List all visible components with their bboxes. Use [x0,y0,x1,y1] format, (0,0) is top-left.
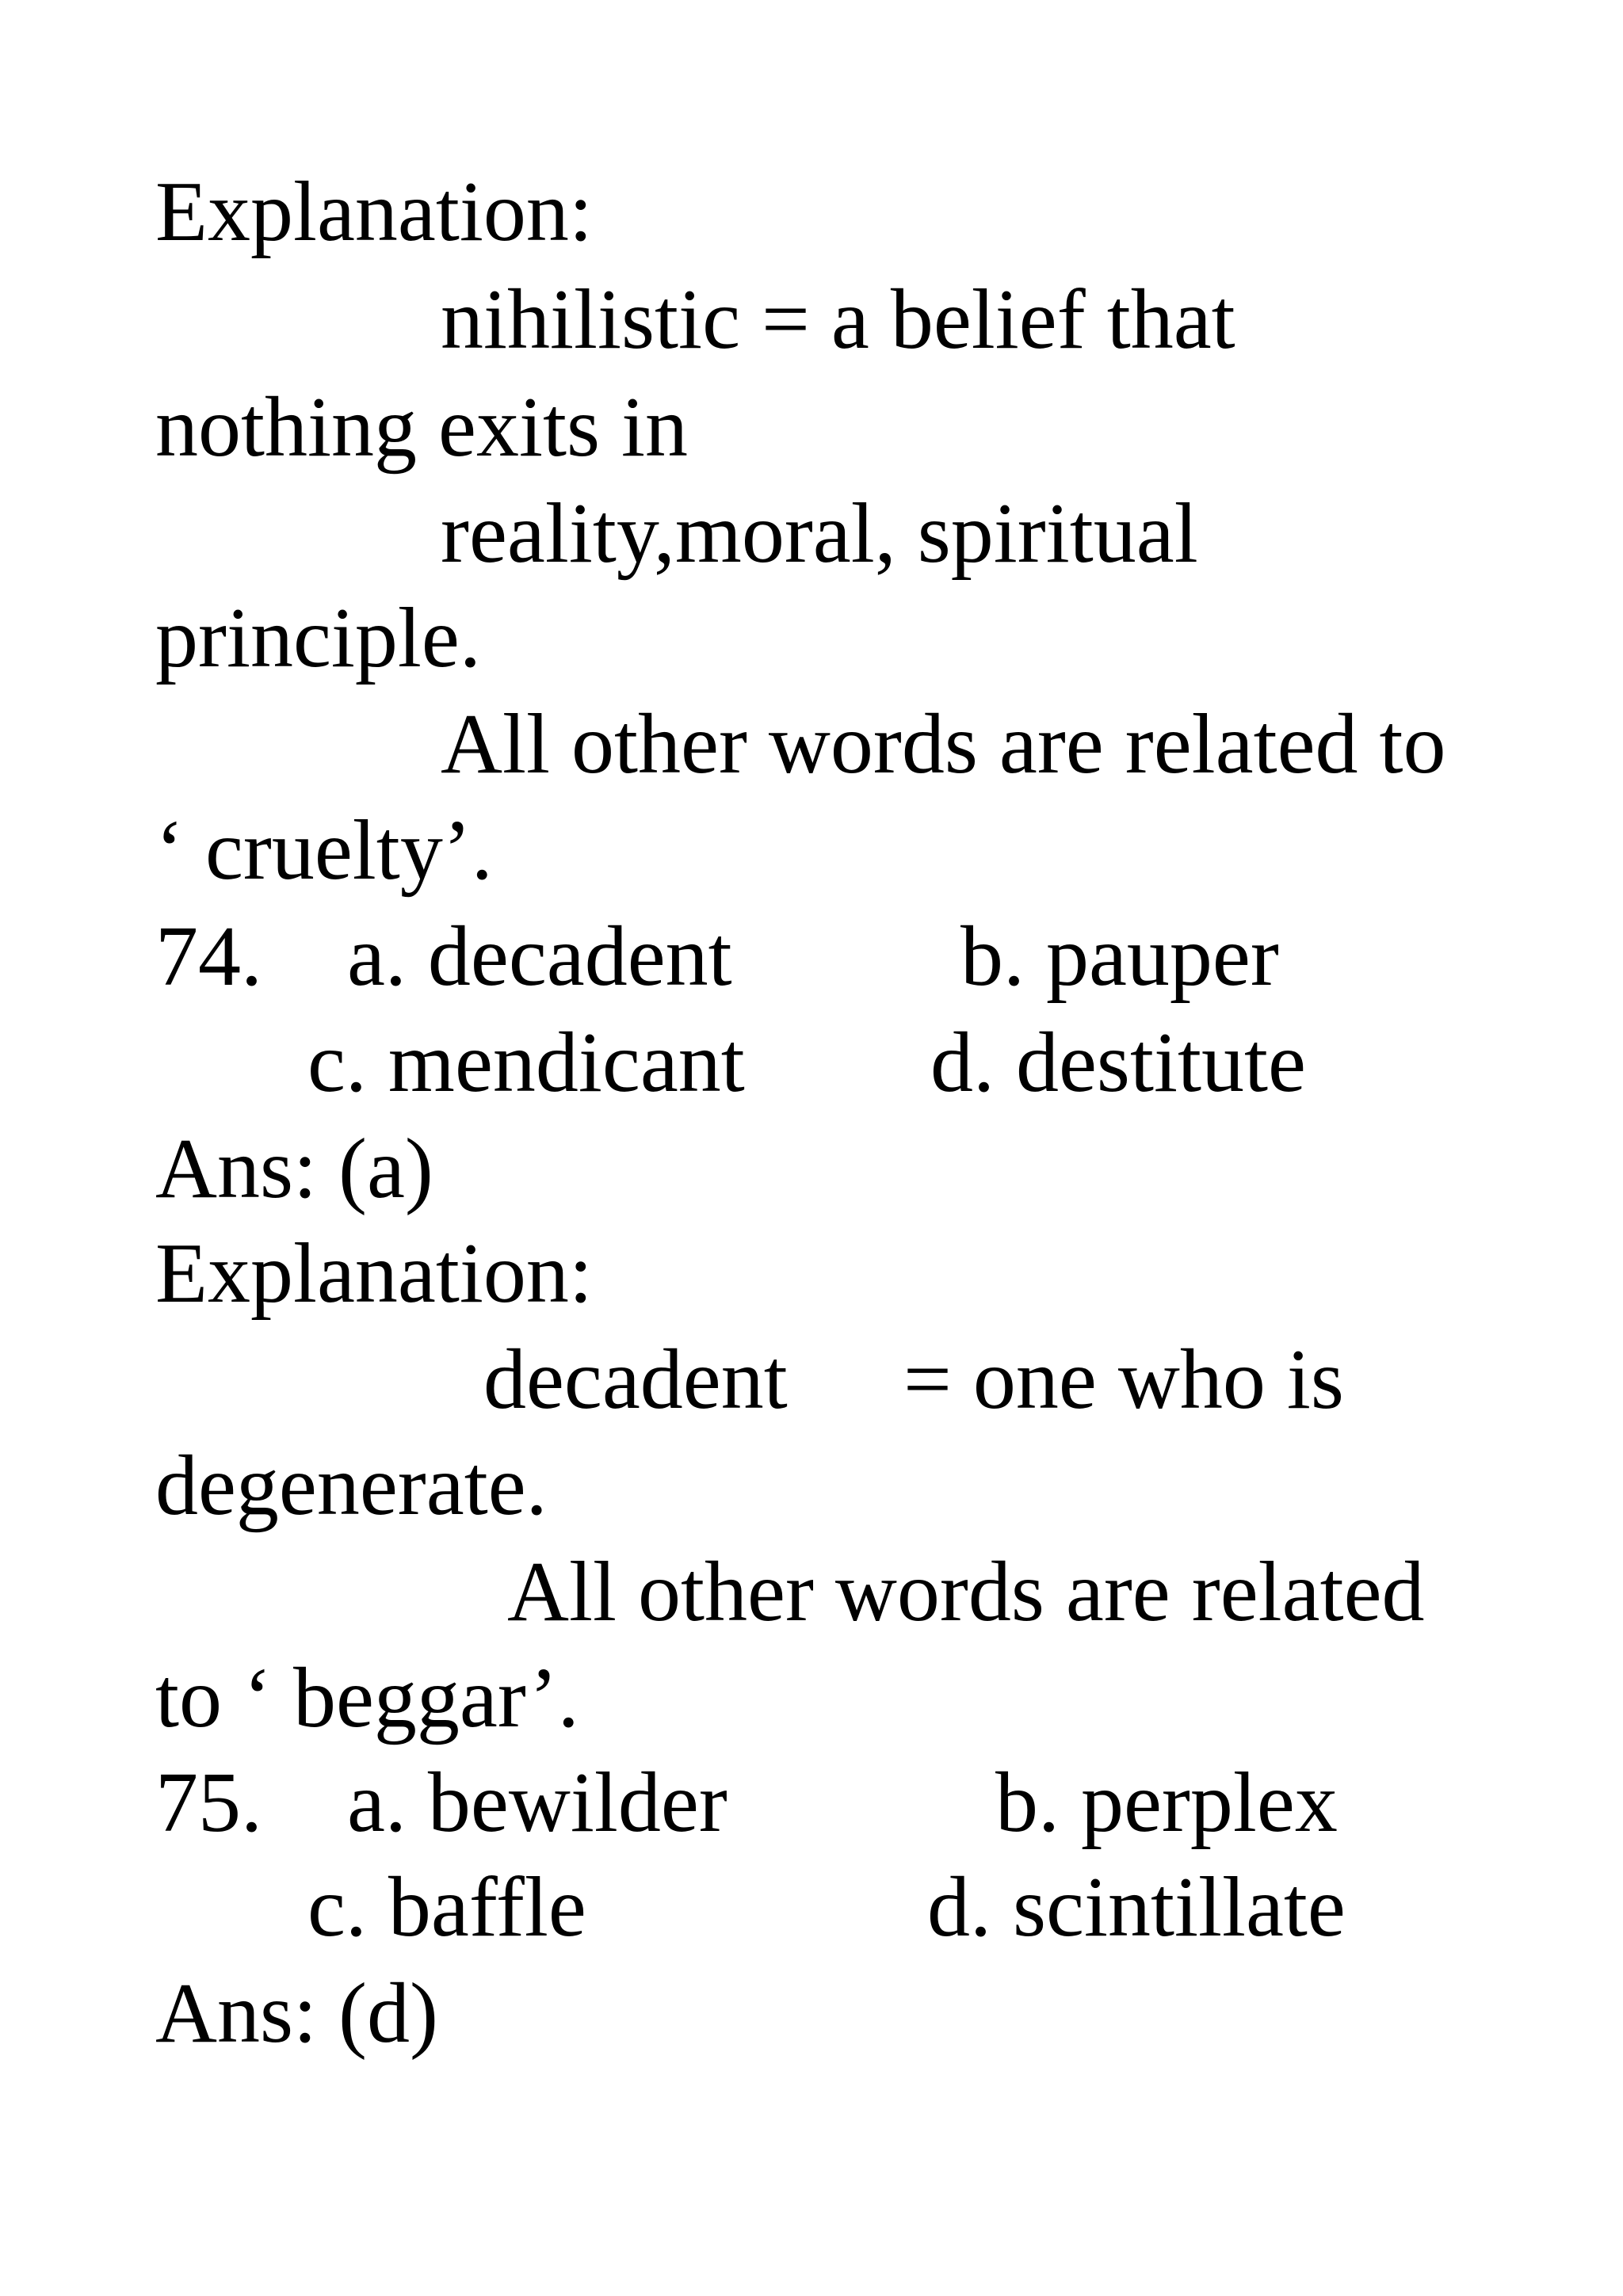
question-74-option-c: c. mendicant [307,1016,745,1110]
nihilistic-definition-cont-2: reality,moral, spiritual [441,486,1198,581]
question-75-option-c: c. baffle [307,1860,586,1955]
nihilistic-definition: nihilistic = a belief that [441,273,1235,367]
nihilistic-definition-cont-1: nothing exits in [155,380,688,475]
explanation-heading-2: Explanation: [155,1226,593,1321]
question-75-option-d: d. scintillate [927,1860,1346,1955]
explanation-heading-1: Explanation: [155,165,593,259]
question-75-number: 75. [155,1756,262,1850]
decadent-definition-cont: degenerate. [155,1439,548,1533]
question-74-option-d: d. destitute [930,1016,1306,1110]
nihilistic-definition-cont-3: principle. [155,591,481,685]
question-75-option-b: b. perplex [995,1756,1338,1850]
answer-74: Ans: (a) [155,1122,433,1216]
beggar-note-cont: to ‘ beggar’. [155,1651,579,1745]
cruelty-note-cont: ‘ cruelty’. [155,803,493,898]
question-75-option-a: a. bewilder [347,1756,727,1850]
beggar-note: All other words are related [507,1545,1425,1639]
question-74-number: 74. [155,910,262,1004]
question-74-option-a: a. decadent [347,910,732,1004]
decadent-definition: = one who is [903,1333,1344,1427]
cruelty-note: All other words are related to [441,697,1446,791]
question-74-option-b: b. pauper [960,910,1279,1004]
decadent-term: decadent [483,1333,788,1427]
answer-75: Ans: (d) [155,1966,438,2061]
